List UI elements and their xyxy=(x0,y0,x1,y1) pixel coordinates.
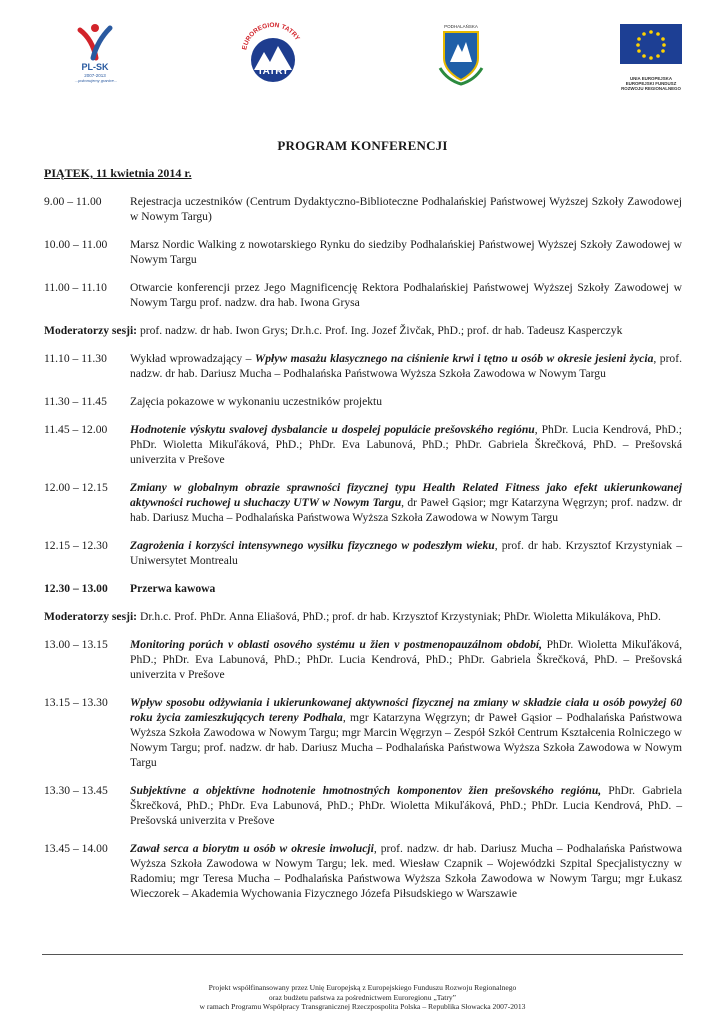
program-time: 10.00 – 11.00 xyxy=(44,238,108,251)
program-time: 13.45 – 14.00 xyxy=(44,842,108,855)
eu-logo-line2: EUROPEJSKI FUNDUSZ xyxy=(625,81,677,86)
eu-logo-line3: ROZWOJU REGIONALNEGO xyxy=(621,86,681,91)
eu-flag-logo xyxy=(616,24,686,84)
euroregion-tatry-logo xyxy=(238,20,308,88)
program-row xyxy=(44,841,682,901)
pl-sk-logo-name: PL-SK xyxy=(81,62,109,72)
lecture-title: Subjektívne a objektívne hodnotenie hmotnostných komponentov žien prešovského regiónu, xyxy=(130,784,602,797)
moderators-label: Moderatorzy sesji: xyxy=(44,324,138,337)
program-row xyxy=(44,695,682,770)
moderators-names: prof. nadzw. dr hab. Iwon Grys; Dr.h.c. Prof. Ing. Jozef Živčak, PhD.; prof. dr hab. Tadeusz Kasperczyk xyxy=(137,324,623,337)
program-row xyxy=(44,351,682,381)
program-row xyxy=(44,637,682,682)
program-description: Zajęcia pokazowe w wykonaniu uczestników projektu xyxy=(130,395,383,408)
program-time: 13.15 – 13.30 xyxy=(44,696,108,709)
lecture-speakers: PhDr. Wioletta Mikuľáková, PhD.; PhDr. Eva Labunová, PhD.; PhDr. Lucia Kendrová, PhD.; PhDr. Gabriela Škrečková, PhD. – Prešovská univerzita v Prešove xyxy=(130,638,682,681)
program-time: 12.30 – 13.00 xyxy=(44,582,108,595)
session-moderators xyxy=(44,609,682,624)
lecture-prefix: Wykład wprowadzający – xyxy=(130,352,255,365)
lecture-title: Zawał serca a biorytm u osób w okresie inwolucji xyxy=(130,842,374,855)
session-moderators xyxy=(44,323,682,338)
podhale-logo-name: PODHALAŃSKA xyxy=(444,24,478,29)
program-description: Marsz Nordic Walking z nowotarskiego Rynku do siedziby Podhalańskiej Państwowej Wyższej Szkoły Zawodowej w Nowym Targu xyxy=(130,238,682,266)
program-row xyxy=(44,194,682,224)
program-time: 11.00 – 11.10 xyxy=(44,281,107,294)
svg-text:TATRY: TATRY xyxy=(257,66,289,77)
program-time: 11.30 – 11.45 xyxy=(44,395,107,408)
lecture-speakers: , dr Paweł Gąsior; mgr Katarzyna Węgrzyn; prof. nadzw. dr hab. Dariusz Mucha – Podhalańska Państwowa Wyższa Szkoła Zawodowa w Nowym Targu xyxy=(130,496,682,524)
program-time: 13.30 – 13.45 xyxy=(44,784,108,797)
logo-bar xyxy=(0,18,725,90)
program-description: Otwarcie konferencji przez Jego Magnificencję Rektora Podhalańskiej Państwowej Wyższej Szkoły Zawodowej w Nowym Targu prof. nadzw. dra hab. Iwona Grysa xyxy=(130,281,682,309)
lecture-title: Hodnotenie výskytu svalovej dysbalancie u dospelej populácie prešovského regiónu xyxy=(130,423,535,436)
lecture-speakers: , prof. nadzw. dr hab. Dariusz Mucha – Podhalańska Państwowa Wyższa Szkoła Zawodowa w Nowym Targu; lek. med. Wiesław Czapnik – Wojewódzki Szpital Specjalistyczny w Radomiu; mgr Teresa Mucha – Podhalańska Państwowa Wyższa Szkoła Zawodowa w Nowym Targu; mgr Łukasz Wieczorek – Akademia Wychowania Fizycznego Józefa Piłsudskiego w Warszawie xyxy=(130,842,682,900)
lecture-speakers: , prof. nadzw. dr hab. Dariusz Mucha – Podhalańska Państwowa Wyższa Szkoła Zawodowa w Nowym Targu xyxy=(130,352,682,380)
footer-line-1: Projekt współfinansowany przez Unię Europejską z Europejskiego Funduszu Rozwoju Regionalnego xyxy=(208,983,517,992)
date-heading: PIĄTEK, 11 kwietnia 2014 r. xyxy=(44,166,192,180)
program-time: 12.00 – 12.15 xyxy=(44,481,108,494)
lecture-title: Wpływ sposobu odżywiania i ukierunkowanej aktywności fizycznej na zmiany w składzie ciała u osób powyżej 60 roku życia zamieszkujących tereny Podhala xyxy=(130,696,682,724)
moderators-names: Dr.h.c. Prof. PhDr. Anna Eliašová, PhD.; prof. dr hab. Krzysztof Krzystyniak; PhDr. Wioletta Mikulákova, PhD. xyxy=(137,610,661,623)
program-time: 13.00 – 13.15 xyxy=(44,638,108,651)
program-description: Rejestracja uczestników (Centrum Dydaktyczno-Biblioteczne Podhalańskiej Państwowej Wyższej Szkoły Zawodowej w Nowym Targu) xyxy=(130,195,682,223)
lecture-title: Zmiany w globalnym obrazie sprawności fizycznej typu Health Related Fitness jako efekt ukierunkowanej aktywności ruchowej u słuchaczy UTW w Nowym Targu xyxy=(130,481,682,509)
program-time: 11.10 – 11.30 xyxy=(44,352,107,365)
program-time: 9.00 – 11.00 xyxy=(44,195,102,208)
footer-divider xyxy=(42,954,683,955)
coffee-break-row xyxy=(44,581,682,596)
lecture-speakers: , prof. dr hab. Krzysztof Krzystyniak – Uniwersytet Montrealu xyxy=(130,539,682,567)
eu-logo-caption xyxy=(616,76,686,91)
podhale-crest-logo xyxy=(432,22,490,86)
lecture-speakers: PhDr. Gabriela Škrečková, PhD.; PhDr. Eva Labunová, PhD.; PhDr. Wioletta Mikuľáková, PhD.; PhDr. Lucia Kendrová, PhD. – Prešovská univerzita v Prešove xyxy=(130,784,682,827)
pl-sk-logo-years: 2007-2013 xyxy=(84,73,106,78)
footer-line-3: w ramach Programu Współpracy Transgranicznej Rzeczpospolita Polska – Republika Słowacka 2007-2013 xyxy=(199,1002,526,1012)
program-row xyxy=(44,394,682,409)
lecture-title: Zagrożenia i korzyści intensywnego wysiłku fizycznego w podeszłym wieku xyxy=(130,539,495,552)
program-row xyxy=(44,538,682,568)
program-description: Przerwa kawowa xyxy=(130,582,216,595)
program-row xyxy=(44,783,682,828)
lecture-speakers: , mgr Katarzyna Węgrzyn; dr Paweł Gąsior – Podhalańska Państwowa Wyższa Szkoła Zawodowa w Nowym Targu; mgr Marcin Węgrzyn – Zespół Szkół Centrum Kształcenia Rolniczego w Nowym Targu; prof. nadzw. dr hab. Dariusz Mucha – Podhalańska Państwowa Wyższa Szkoła Zawodowa w Nowym Targu xyxy=(130,711,682,769)
pl-sk-tagline: ...pokonujemy granice... xyxy=(74,78,118,83)
program-time: 12.15 – 12.30 xyxy=(44,539,108,552)
lecture-title: Wpływ masażu klasycznego na ciśnienie krwi i tętno u osób w okresie jesieni życia xyxy=(254,352,654,365)
footer-line-2: oraz budżetu państwa za pośrednictwem Euroregionu „Tatry” xyxy=(268,992,457,1002)
program-time: 11.45 – 12.00 xyxy=(44,423,108,436)
program-row xyxy=(44,237,682,267)
moderators-label: Moderatorzy sesji: xyxy=(44,610,138,623)
footer xyxy=(0,983,725,1012)
program-row xyxy=(44,422,682,467)
program-list xyxy=(44,194,682,914)
program-row xyxy=(44,480,682,525)
lecture-speakers: , PhDr. Lucia Kendrová, PhD.; PhDr. Wioletta Mikuľáková, PhD.; PhDr. Eva Labunová, PhD.; PhDr. Gabriela Škrečková, PhD. – Prešovská univerzita v Prešove xyxy=(130,423,682,466)
pl-sk-logo xyxy=(66,22,124,84)
eu-logo-line1: UNIA EUROPEJSKA xyxy=(629,76,673,81)
program-row xyxy=(44,280,682,310)
euroregion-tatry-logo-name: EUROREGION TATRY xyxy=(241,21,301,51)
document-title: PROGRAM KONFERENCJI xyxy=(277,138,448,153)
lecture-title: Monitoring porúch v oblasti osového systému u žien v postmenopauzálnom období, xyxy=(130,638,543,651)
